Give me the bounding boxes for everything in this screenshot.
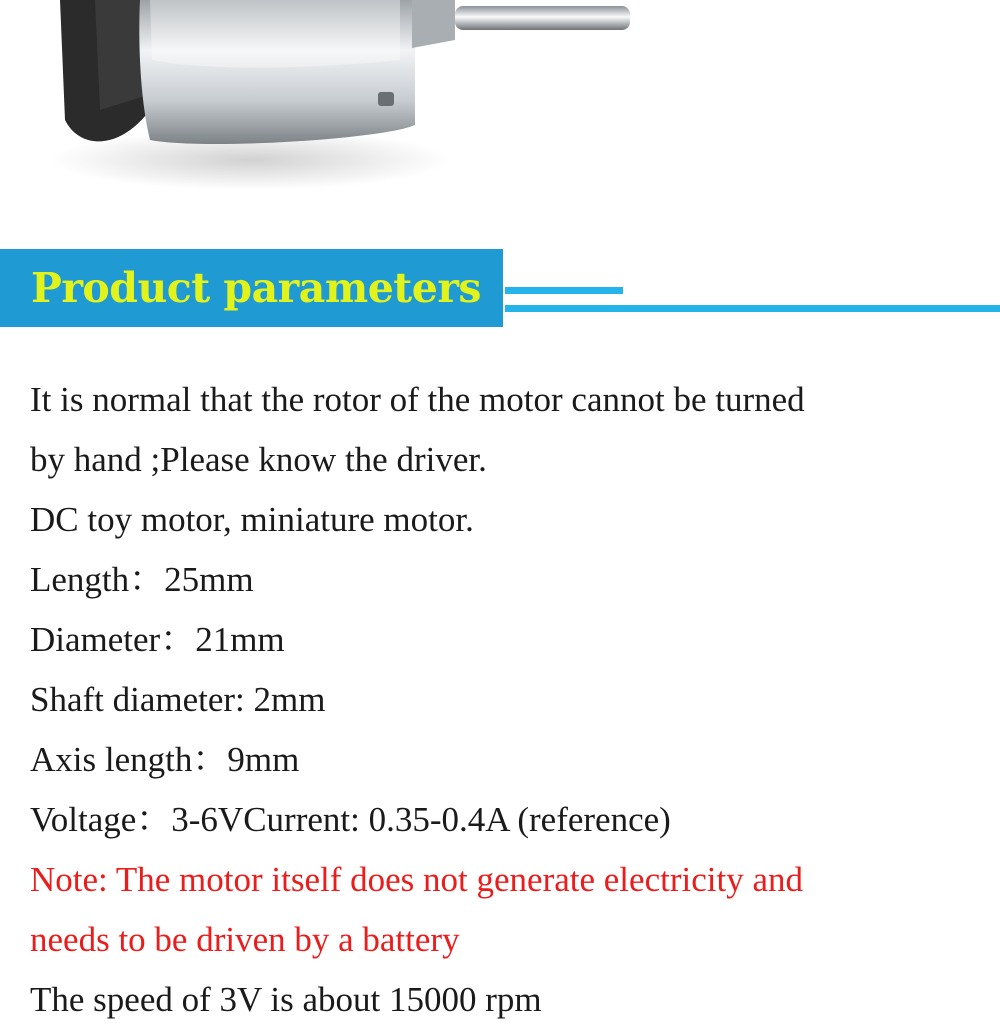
decorative-stripe-long bbox=[505, 305, 1000, 312]
param-line: DC toy motor, miniature motor. bbox=[30, 500, 474, 539]
param-shaft-diameter: Shaft diameter: 2mm bbox=[30, 680, 326, 719]
param-voltage-current: Voltage：3-6VCurrent: 0.35-0.4A (reference) bbox=[30, 800, 671, 839]
param-line: by hand ;Please know the driver. bbox=[30, 440, 487, 479]
decorative-stripe-short bbox=[505, 287, 623, 294]
parameter-list bbox=[30, 370, 995, 1030]
param-diameter: Diameter：21mm bbox=[30, 620, 285, 659]
param-length: Length：25mm bbox=[30, 560, 254, 599]
param-line: It is normal that the rotor of the motor cannot be turned bbox=[30, 380, 805, 419]
motor-photo bbox=[0, 0, 1000, 200]
section-title: Product parameters bbox=[31, 264, 482, 312]
param-axis-length: Axis length：9mm bbox=[30, 740, 300, 779]
param-speed: The speed of 3V is about 15000 rpm bbox=[30, 980, 542, 1019]
param-note: needs to be driven by a battery bbox=[30, 920, 460, 959]
param-note: Note: The motor itself does not generate electricity and bbox=[30, 860, 803, 899]
section-banner bbox=[0, 249, 503, 327]
